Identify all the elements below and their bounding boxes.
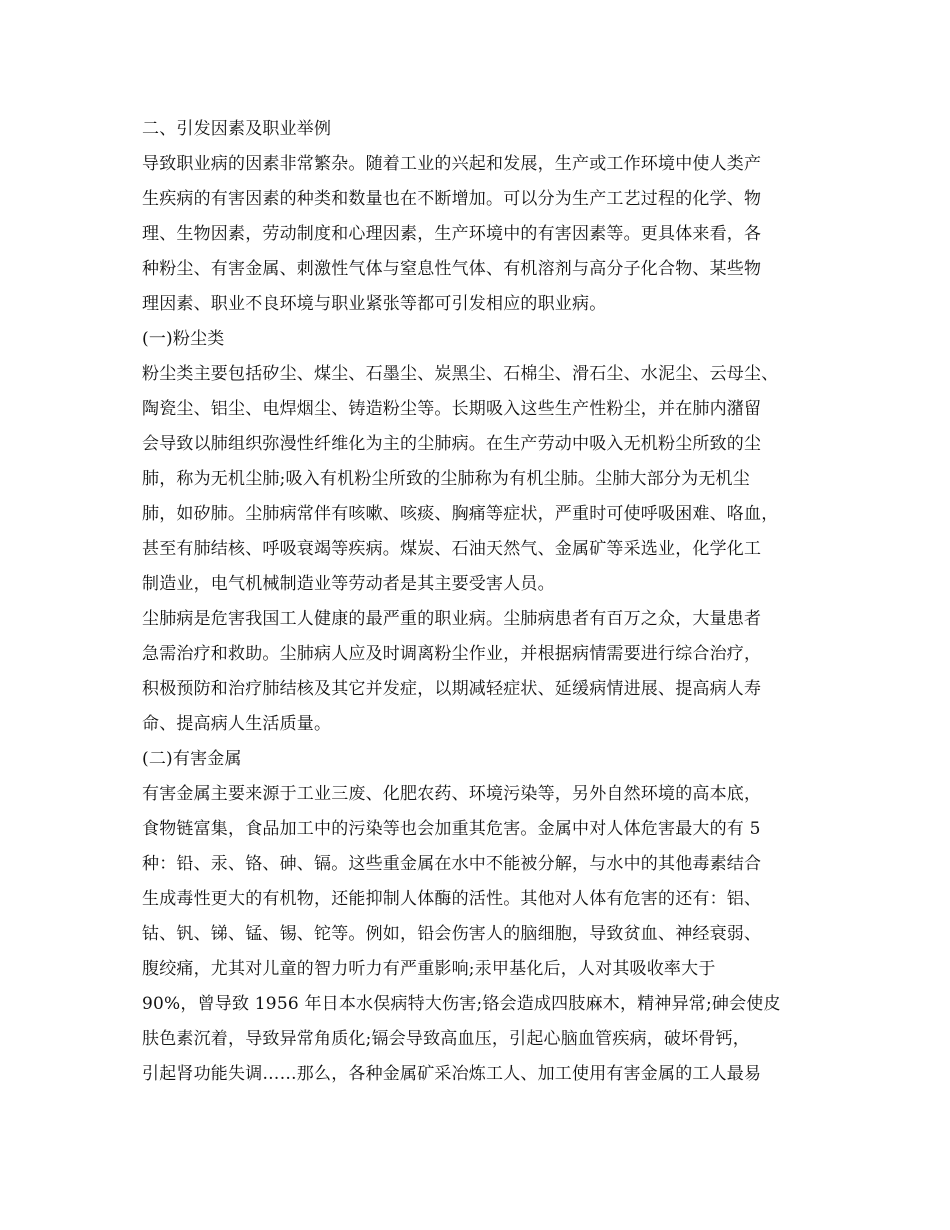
dust-subheading: (一)粉尘类 [142,329,225,349]
intro-paragraph [142,147,807,322]
paragraph-line: 肺，称为无机尘肺;吸入有机粉尘所致的尘肺称为有机尘肺。尘肺大部分为无机尘 [142,469,750,489]
paragraph-line: 急需治疗和救助。尘肺病人应及时调离粉尘作业，并根据病情需要进行综合治疗， [142,644,762,664]
paragraph-line: 命、提高病人生活质量。 [142,714,332,734]
paragraph-line: 粉尘类主要包括矽尘、煤尘、石墨尘、炭黑尘、石棉尘、滑石尘、水泥尘、云母尘、 [142,364,779,384]
paragraph-line: 种：铅、汞、铬、砷、镉。这些重金属在水中不能被分解，与水中的其他毒素结合 [142,854,762,874]
paragraph-line: 理、生物因素，劳动制度和心理因素，生产环境中的有害因素等。更具体来看，各 [142,224,762,244]
paragraph-line: 理因素、职业不良环境与职业紧张等都可引发相应的职业病。 [142,294,607,314]
metal-paragraph-1 [142,777,807,1092]
paragraph-line: 会导致以肺组织弥漫性纤维化为主的尘肺病。在生产劳动中吸入无机粉尘所致的尘 [142,434,762,454]
paragraph-line: 肤色素沉着，导致异常角质化;镉会导致高血压，引起心脑血管疾病，破坏骨钙， [142,1029,750,1049]
paragraph-line: 食物链富集，食品加工中的污染等也会加重其危害。金属中对人体危害最大的有 5 [142,819,761,839]
paragraph-line: 引起肾功能失调……那么，各种金属矿采冶炼工人、加工使用有害金属的工人最易 [142,1064,762,1084]
paragraph-line: 有害金属主要来源于工业三废、化肥农药、环境污染等，另外自然环境的高本底， [142,784,762,804]
paragraph-line: 生成毒性更大的有机物，还能抑制人体酶的活性。其他对人体有危害的还有：铝、 [142,889,762,909]
document-page [142,112,807,1092]
paragraph-line: 积极预防和治疗肺结核及其它并发症，以期减轻症状、延缓病情进展、提高病人寿 [142,679,762,699]
dust-paragraph-1 [142,357,807,602]
dust-paragraph-2 [142,602,807,742]
paragraph-line: 陶瓷尘、铝尘、电焊烟尘、铸造粉尘等。长期吸入这些生产性粉尘，并在肺内潴留 [142,399,762,419]
paragraph-line: 腹绞痛，尤其对儿童的智力听力有严重影响;汞甲基化后，人对其吸收率大于 [142,959,716,979]
paragraph-line: 种粉尘、有害金属、刺激性气体与窒息性气体、有机溶剂与高分子化合物、某些物 [142,259,762,279]
section-title: 二、引发因素及职业举例 [142,119,332,139]
paragraph-line: 导致职业病的因素非常繁杂。随着工业的兴起和发展，生产或工作环境中使人类产 [142,154,762,174]
paragraph-line: 尘肺病是危害我国工人健康的最严重的职业病。尘肺病患者有百万之众，大量患者 [142,609,762,629]
paragraph-line: 钴、钒、锑、锰、锡、铊等。例如，铅会伤害人的脑细胞，导致贫血、神经衰弱、 [142,924,762,944]
paragraph-line: 制造业，电气机械制造业等劳动者是其主要受害人员。 [142,574,555,594]
metal-subheading: (二)有害金属 [142,749,242,769]
paragraph-line: 生疾病的有害因素的种类和数量也在不断增加。可以分为生产工艺过程的化学、物 [142,189,762,209]
paragraph-line: 肺，如矽肺。尘肺病常伴有咳嗽、咳痰、胸痛等症状，严重时可使呼吸困难、咯血， [142,504,779,524]
paragraph-line: 甚至有肺结核、呼吸衰竭等疾病。煤炭、石油天然气、金属矿等采选业，化学化工 [142,539,762,559]
paragraph-line: 90%，曾导致 1956 年日本水俣病特大伤害;铬会造成四肢麻木，精神异常;砷会使皮 [142,994,781,1014]
